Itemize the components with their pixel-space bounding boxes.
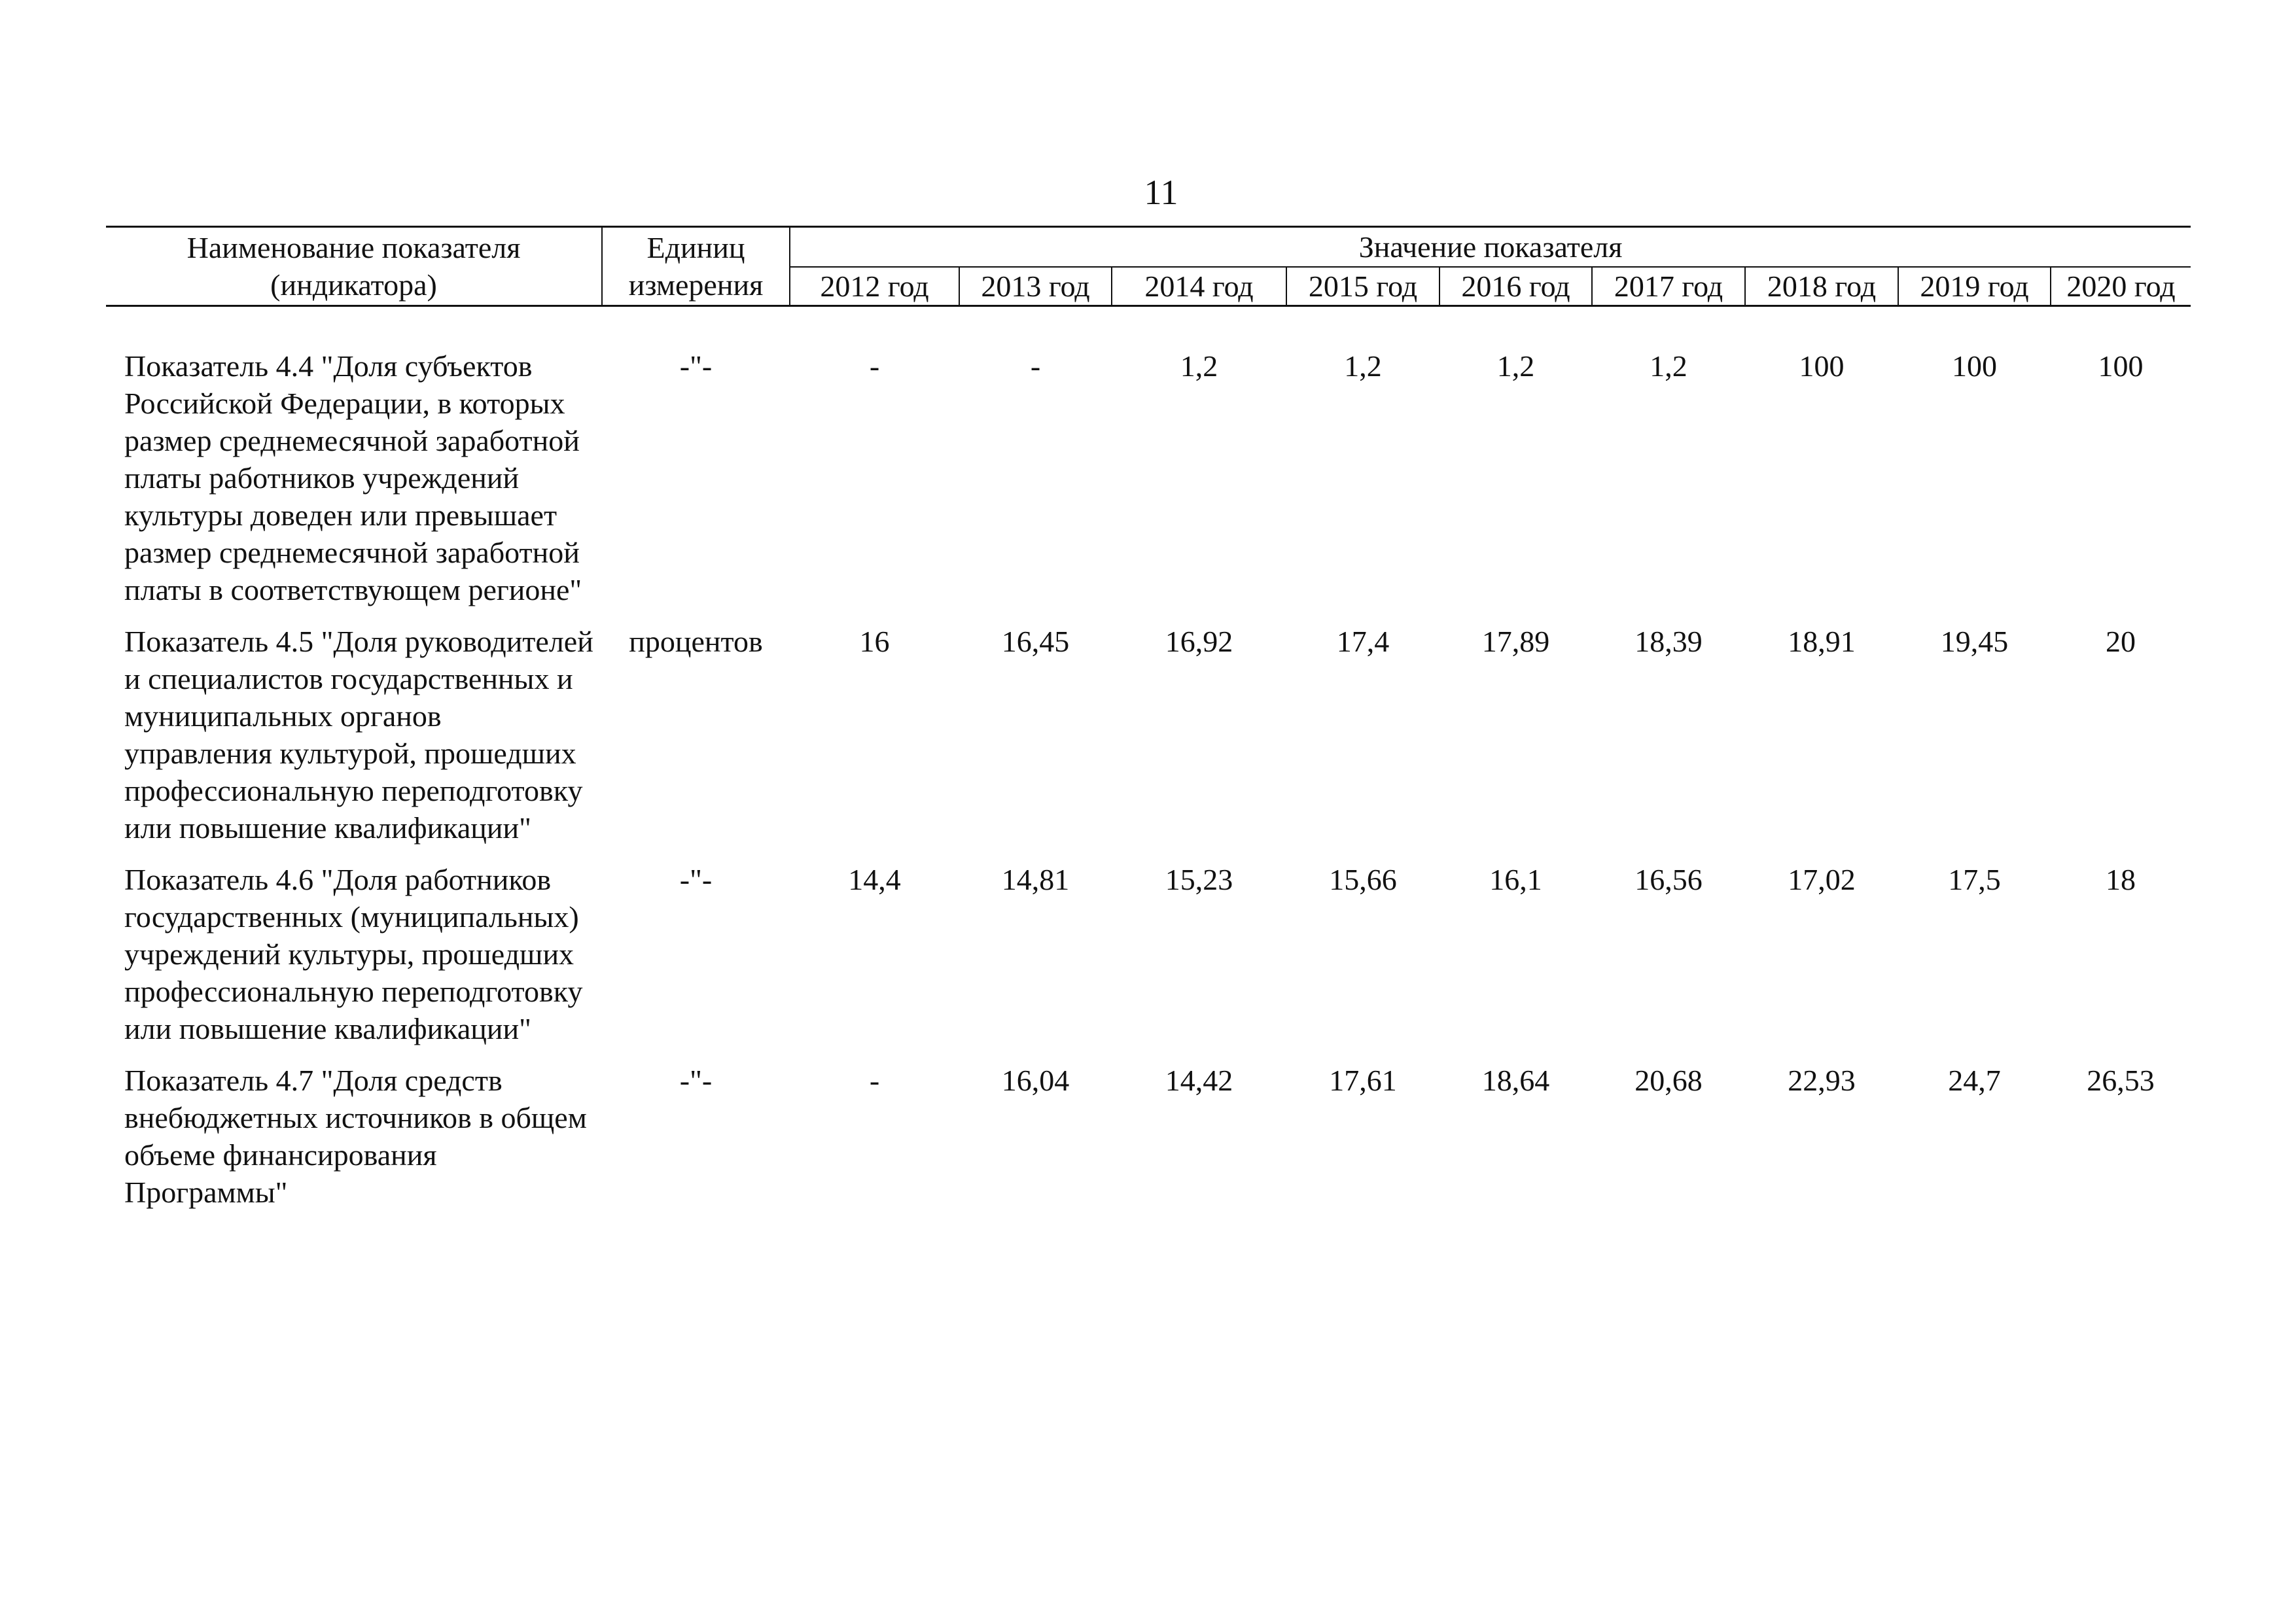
header-year: 2020 год bbox=[2051, 267, 2191, 306]
header-indicator-name bbox=[106, 227, 602, 306]
indicator-value: 17,89 bbox=[1481, 625, 1550, 658]
indicator-value: 22,93 bbox=[1788, 1064, 1856, 1097]
header-value-group: Значение показателя bbox=[790, 227, 2191, 268]
indicator-value: 20 bbox=[2106, 625, 2136, 658]
indicator-value: 18,39 bbox=[1634, 625, 1703, 658]
table-row bbox=[106, 347, 2191, 608]
table-row bbox=[106, 861, 2191, 1047]
indicator-value: - bbox=[1030, 349, 1041, 383]
indicator-value: 1,2 bbox=[1180, 349, 1218, 383]
indicator-value: 14,42 bbox=[1165, 1064, 1233, 1097]
indicator-value: 1,2 bbox=[1496, 349, 1535, 383]
indicator-value: 16 bbox=[859, 625, 890, 658]
indicator-value: 1,2 bbox=[1650, 349, 1687, 383]
table-row bbox=[106, 623, 2191, 846]
indicator-value: 100 bbox=[2098, 349, 2144, 383]
header-year: 2012 год bbox=[790, 267, 959, 306]
indicator-value: 14,81 bbox=[1001, 863, 1070, 896]
page-number: 11 bbox=[1144, 173, 1178, 212]
header-year: 2014 год bbox=[1112, 267, 1286, 306]
indicator-value: 1,2 bbox=[1344, 349, 1382, 383]
indicator-name: Показатель 4.7 "Доля средств внебюджетных источников в общем объеме финансирования Программы" bbox=[124, 1064, 587, 1209]
indicator-value: 15,23 bbox=[1165, 863, 1233, 896]
indicator-value: 16,56 bbox=[1634, 863, 1703, 896]
indicator-value: - bbox=[869, 1064, 880, 1097]
header-year: 2018 год bbox=[1745, 267, 1898, 306]
indicator-value: 20,68 bbox=[1634, 1064, 1703, 1097]
header-year: 2016 год bbox=[1439, 267, 1592, 306]
indicator-unit: процентов bbox=[629, 625, 763, 658]
indicator-unit: -"- bbox=[679, 349, 713, 383]
indicators-table bbox=[106, 226, 2191, 1211]
header-unit bbox=[602, 227, 790, 306]
indicator-value: 19,45 bbox=[1940, 625, 2009, 658]
indicator-value: 16,92 bbox=[1165, 625, 1233, 658]
indicator-value: 17,61 bbox=[1329, 1064, 1397, 1097]
indicator-value: 16,1 bbox=[1489, 863, 1542, 896]
indicator-value: - bbox=[869, 349, 880, 383]
header-unit-text: Единиц измерения bbox=[628, 231, 764, 302]
indicator-value: 18 bbox=[2106, 863, 2136, 896]
indicator-name: Показатель 4.5 "Доля руководителей и специалистов государственных и муниципальных органов управления культурой, прошедших профессиональную переподготовку или повышение квалификации" bbox=[124, 625, 593, 845]
indicator-name: Показатель 4.4 "Доля субъектов Российской Федерации, в которых размер среднемесячной заработной платы работников учреждений культуры доведен или превышает размер среднемесячной заработной платы в соответствующем регионе" bbox=[124, 349, 582, 606]
header-year: 2013 год bbox=[959, 267, 1112, 306]
indicator-value: 18,91 bbox=[1788, 625, 1856, 658]
indicator-name: Показатель 4.6 "Доля работников государственных (муниципальных) учреждений культуры, прошедших профессиональную переподготовку или повышение квалификации" bbox=[124, 863, 583, 1045]
table-row bbox=[106, 1062, 2191, 1211]
indicator-value: 17,02 bbox=[1788, 863, 1856, 896]
indicator-unit: -"- bbox=[679, 1064, 713, 1097]
header-indicator-name-text: Наименование показателя (индикатора) bbox=[186, 231, 521, 302]
indicator-value: 18,64 bbox=[1481, 1064, 1550, 1097]
indicator-unit: -"- bbox=[679, 863, 713, 896]
indicator-value: 100 bbox=[1952, 349, 1997, 383]
indicator-value: 17,5 bbox=[1948, 863, 2001, 896]
indicator-value: 16,45 bbox=[1001, 625, 1070, 658]
indicator-value: 100 bbox=[1799, 349, 1845, 383]
indicator-value: 14,4 bbox=[848, 863, 901, 896]
indicator-value: 16,04 bbox=[1001, 1064, 1070, 1097]
header-year: 2017 год bbox=[1592, 267, 1745, 306]
indicator-value: 26,53 bbox=[2087, 1064, 2155, 1097]
indicator-value: 24,7 bbox=[1948, 1064, 2001, 1097]
indicator-value: 15,66 bbox=[1329, 863, 1397, 896]
indicator-value: 17,4 bbox=[1336, 625, 1390, 658]
header-year: 2019 год bbox=[1898, 267, 2051, 306]
header-year: 2015 год bbox=[1286, 267, 1439, 306]
